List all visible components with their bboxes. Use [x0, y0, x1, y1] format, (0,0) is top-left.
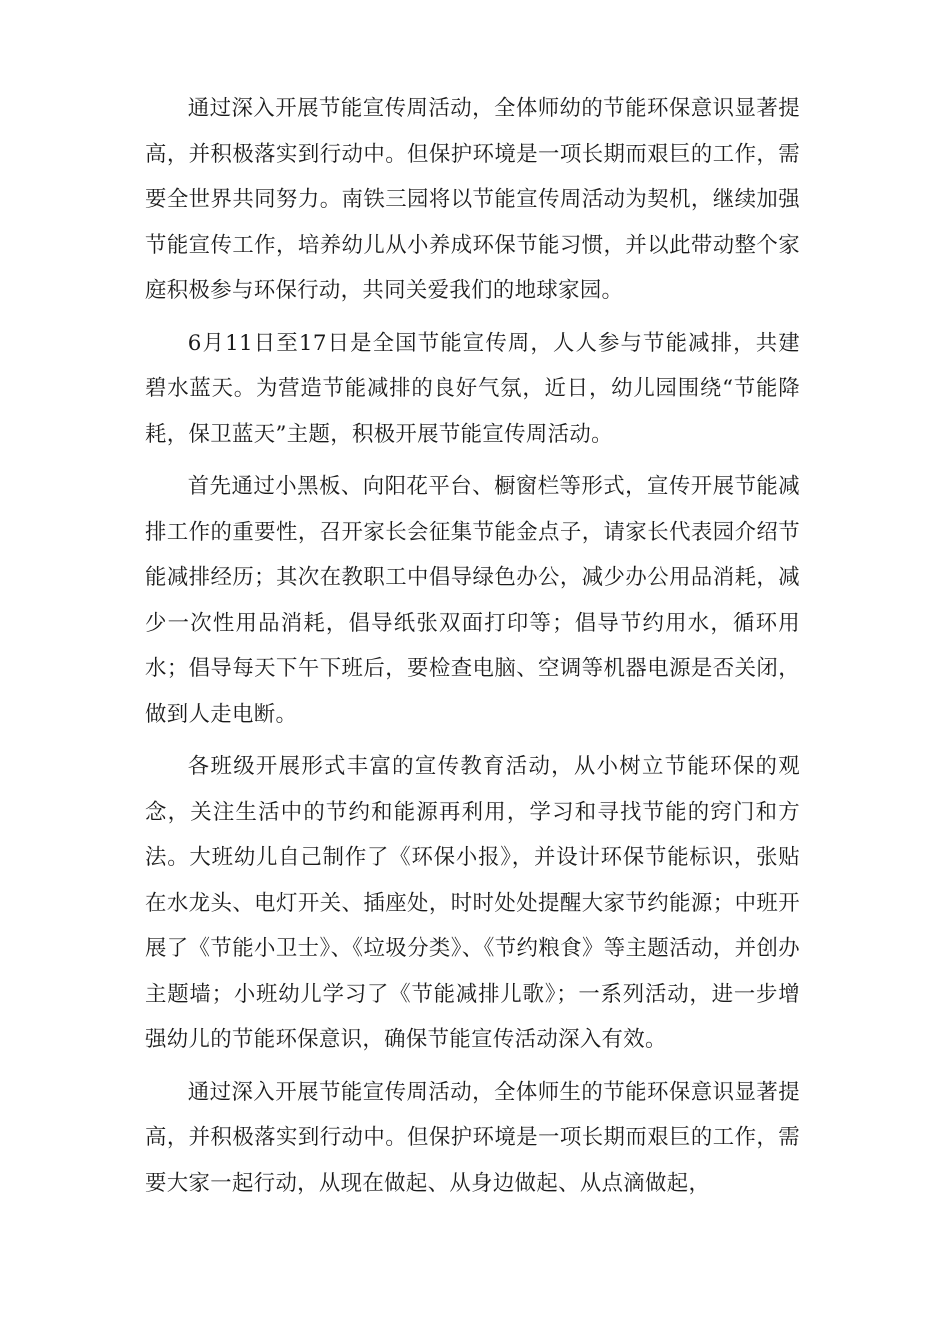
paragraph-1: 通过深入开展节能宣传周活动，全体师幼的节能环保意识显著提高，并积极落实到行动中。但保护环境是一项长期而艰巨的工作，需要全世界共同努力。南铁三园将以节能宣传周活动为契机，继续加强节能宣传工作，培养幼儿从小养成环保节能习惯，并以此带动整个家庭积极参与环保行动，共同关爱我们的地球家园。	[145, 96, 800, 303]
document-body	[145, 86, 800, 1213]
paragraph-4: 各班级开展形式丰富的宣传教育活动，从小树立节能环保的观念，关注生活中的节约和能源再利用，学习和寻找节能的窍门和方法。大班幼儿自己制作了《环保小报》，并设计环保节能标识，张贴在水龙头、电灯开关、插座处，时时处处提醒大家节约能源；中班开展了《节能小卫士》、《垃圾分类》、《节约粮食》等主题活动，并创办主题墙；小班幼儿学习了《节能减排儿歌》；一系列活动，进一步增强幼儿的节能环保意识，确保节能宣传活动深入有效。	[145, 754, 800, 1052]
paragraph-5: 通过深入开展节能宣传周活动，全体师生的节能环保意识显著提高，并积极落实到行动中。但保护环境是一项长期而艰巨的工作，需要大家一起行动，从现在做起、从身边做起、从点滴做起，	[145, 1079, 800, 1196]
paragraph-2: 6月11日至17日是全国节能宣传周，人人参与节能减排，共建碧水蓝天。为营造节能减排的良好气氛，近日，幼儿园围绕“节能降耗，保卫蓝天”主题，积极开展节能宣传周活动。	[145, 330, 800, 447]
paragraph-3: 首先通过小黑板、向阳花平台、橱窗栏等形式，宣传开展节能减排工作的重要性，召开家长会征集节能金点子，请家长代表园介绍节能减排经历；其次在教职工中倡导绿色办公，减少办公用品消耗，减少一次性用品消耗，倡导纸张双面打印等；倡导节约用水，循环用水；倡导每天下午下班后，要检查电脑、空调等机器电源是否关闭，做到人走电断。	[145, 474, 800, 727]
